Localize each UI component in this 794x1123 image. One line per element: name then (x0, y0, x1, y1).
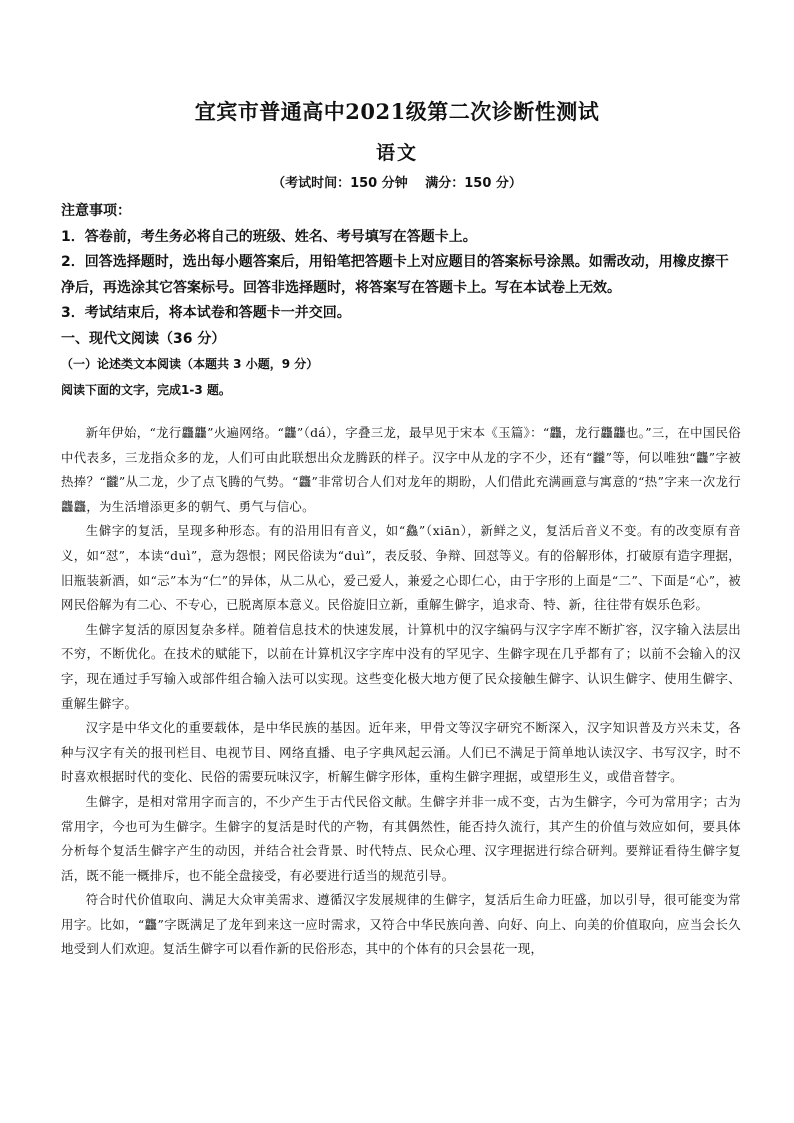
exam-info: （考试时间：150 分钟 满分：150 分） (272, 176, 522, 191)
article-body (61, 421, 741, 962)
article-paragraph: 生僻字的复活，呈现多种形态。有的沿用旧有音义，如“鱻”（xiān），新鲜之义，复活后音义不变。有的改变原有音义，如“怼”，本读“duì”，意为怨恨；网民俗读为“duì”，表反驳、争辩、回怼等义。有的俗解形体，打破原有造字理据，旧瓶装新酒，如“忈”本为“仁”的异体，从二从心，爱己爱人，兼爱之心即仁心，由于字形的上面是“二”、下面是“心”，被网民俗解为有二心、不专心，已脱离原本意义。民俗旋旧立新，重解生僻字，追求奇、特、新，往往带有娱乐色彩。 (61, 523, 741, 613)
article-paragraph: 汉字是中华文化的重要载体，是中华民族的基因。近年来，甲骨文等汉字研究不断深入，汉字知识普及方兴未艾，各种与汉字有关的报刊栏目、电视节目、网络直播、电子字典风起云涌。人们已不满足于简单地认读汉字、书写汉字，时不时喜欢根据时代的变化、民俗的需要玩味汉字，析解生僻字形体，重构生僻字理据，或望形生义，或借音替字。 (61, 720, 741, 785)
article-paragraph: 新年伊始，“龙行龘龘”火遍网络。“龘”（dá），字叠三龙，最早见于宋本《玉篇》：“龘，龙行龘龘也。”三，在中国民俗中代表多，三龙指众多的龙，人们可由此联想出众龙腾跃的样子。汉字中从龙的字不少，还有“龖”等，何以唯独“龘”字被热捧？“龖”从二龙，少了点飞腾的气势。“龘”非常切合人们对龙年的期盼，人们借此充满画意与寓意的“热”字来一次龙行龘龘，为生活增添更多的朝气、勇气与信心。 (61, 425, 741, 514)
subsection-title: （一）论述类文本阅读（本题共 3 小题，9 分） (61, 357, 319, 371)
notes-heading: 注意事项： (61, 203, 131, 219)
section-title: 一、现代文阅读（36 分） (61, 330, 226, 347)
article-paragraph: 生僻字复活的原因复杂多样。随着信息技术的快速发展，计算机中的汉字编码与汉字字库不断扩容，汉字输入法层出不穷，不断优化。在技术的赋能下，以前在计算机汉字字库中没有的罕见字、生僻字现在几乎都有了；以前不会输入的汉字，现在通过手写输入或部件组合输入法可以实现。这些变化极大地方便了民众接触生僻字、认识生僻字、使用生僻字、重解生僻字。 (61, 621, 741, 711)
reading-instruction: 阅读下面的文字，完成1-3 题。 (61, 382, 231, 397)
subject-title: 语文 (375, 142, 418, 164)
article-paragraph: 生僻字，是相对常用字而言的，不少产生于古代民俗文献。生僻字并非一成不变，古为生僻字，今可为常用字；古为常用字，今也可为生僻字。生僻字的复活是时代的产物，有其偶然性，能否持久流行，其产生的价值与效应如何，要具体分析每个复活生僻字产生的动因，并结合社会背景、时代特点、民众心理、汉字理据进行综合研判。要辩证看待生僻字复活，既不能一概排斥，也不能全盘接受，有必要进行适当的规范引导。 (61, 793, 741, 883)
notes-item: 2．回答选择题时，选出每小题答案后，用铅笔把答题卡上对应题目的答案标号涂黑。如需改动，用橡皮擦干净后，再选涂其它答案标号。回答非选择题时，将答案写在答题卡上。写在本试卷上无效。 (61, 254, 729, 296)
exam-title: 宜宾市普通高中2021级第二次诊断性测试 (194, 99, 600, 124)
notes-block (61, 199, 741, 403)
notes-item: 1．答卷前，考生务必将自己的班级、姓名、考号填写在答题卡上。 (61, 228, 477, 245)
notes-item: 3．考试结束后，将本试卷和答题卡一并交回。 (61, 305, 351, 321)
article-paragraph: 符合时代价值取向、满足大众审美需求、遵循汉字发展规律的生僻字，复活后生命力旺盛，加以引导，很可能变为常用字。比如，“龘”字既满足了龙年到来这一应时需求，又符合中华民族向善、向好、向上、向美的价值取向，应当会长久地受到人们欢迎。复活生僻字可以看作新的民俗形态，其中的个体有的只会昙花一现， (61, 892, 741, 957)
